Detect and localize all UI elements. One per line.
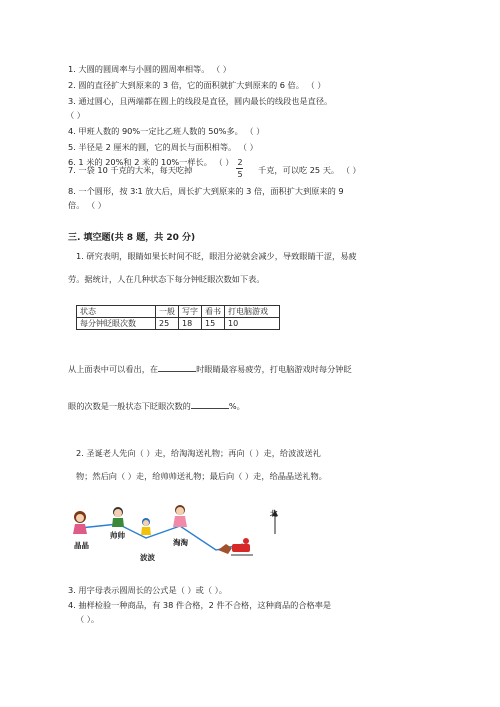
fill-q2-line2: 物；然后向（ ）走，给帅帅送礼物；最后向（ ）走，给晶晶送礼物。 — [76, 471, 327, 481]
bobo-figure — [141, 518, 151, 535]
label-north: 北 — [270, 509, 278, 518]
judge-q6: 6. 1 米的 20%和 2 米的 10%一样长。 （ ） — [68, 157, 234, 167]
fill-q2-line1: 2. 圣诞老人先向（ ）走，给淘淘送礼物；再向（ ）走，给波波送礼 — [76, 448, 321, 458]
fill-q1-line1: 1. 研究表明，眼睛如果长时间不眨，眼泪分泌就会减少，导致眼睛干涩，易疲 — [76, 251, 357, 261]
fill-q1-line3-prefix: 从上面表中可以看出，在 — [68, 364, 159, 374]
fill-q1-line2: 劳。据统计，人在几种状态下每分钟眨眼次数如下表。 — [68, 274, 265, 284]
judge-q3-line2: （ ） — [66, 110, 85, 120]
answer-blank[interactable] — [191, 408, 229, 409]
fraction-numerator: 2 — [237, 158, 243, 167]
jingjing-figure — [73, 511, 87, 534]
delivery-route-illustration — [68, 500, 298, 570]
judge-q7-prefix: 7. 一袋 10 千克的大米，每天吃掉 — [68, 165, 193, 175]
label-taotao: 淘淘 — [173, 538, 188, 547]
section-title: 三. 填空题(共 8 题，共 20 分) — [68, 233, 196, 243]
table-cell: 10 — [225, 318, 280, 330]
santa-sleigh-icon — [218, 538, 253, 555]
fill-q4-line2: （ ）。 — [76, 614, 100, 624]
route-line — [80, 524, 243, 550]
table-header-cell: 看书 — [202, 306, 225, 318]
fill-q1-line4 — [68, 401, 245, 412]
judge-q3-line1: 3. 通过圆心，且两端都在圆上的线段是直径，圆内最长的线段也是直径。 — [68, 96, 333, 106]
table-header-row — [77, 306, 280, 318]
fill-q1-line4-prefix: 眼的次数是一般状态下眨眼次数的 — [68, 401, 191, 411]
fill-q1-line4-suffix: %。 — [228, 401, 245, 411]
table-header-cell: 一般 — [156, 306, 179, 318]
table-row — [77, 318, 280, 330]
judge-q8-line1: 8. 一个圆形，按 3∶1 放大后，周长扩大到原来的 3 倍，面积扩大到原来的 9 — [68, 186, 344, 196]
judge-q7-suffix: 千克，可以吃 25 天。 （ ） — [258, 165, 361, 175]
fill-q1-line3 — [68, 364, 352, 375]
label-bobo: 波波 — [140, 553, 155, 562]
fill-q1-line3-suffix: 时眼睛最容易疲劳，打电脑游戏时每分钟眨 — [196, 364, 352, 374]
judge-q8-line2: 倍。 （ ） — [68, 200, 106, 210]
table-header-cell: 打电脑游戏 — [225, 306, 280, 318]
fraction-denominator: 5 — [237, 170, 243, 179]
judge-q2: 2. 圆的直径扩大到原来的 3 倍，它的面积就扩大到原来的 6 倍。 （ ） — [68, 80, 326, 90]
fraction-bar — [236, 168, 243, 169]
blink-rate-table — [76, 305, 280, 330]
table-cell: 每分钟眨眼次数 — [77, 318, 156, 330]
judge-q7-text — [68, 165, 192, 176]
answer-blank[interactable] — [158, 371, 196, 372]
table-cell: 25 — [156, 318, 179, 330]
table-header-cell: 写字 — [179, 306, 202, 318]
table-cell: 15 — [202, 318, 225, 330]
table-cell: 18 — [179, 318, 202, 330]
table-header-cell: 状态 — [77, 306, 156, 318]
taotao-figure — [173, 505, 187, 527]
judge-q1: 1. 大圆的圆周率与小圆的圆周率相等。 （ ） — [68, 64, 231, 74]
judge-q4: 4. 甲班人数的 90%一定比乙班人数的 50%多。 （ ） — [68, 126, 265, 136]
fill-q4-line1: 4. 抽样检验一种商品，有 38 件合格，2 件不合格，这种商品的合格率是 — [68, 600, 332, 610]
shuaishuai-figure — [112, 507, 124, 527]
label-jingjing: 晶晶 — [74, 541, 89, 550]
judge-q5: 5. 半径是 2 厘米的圆，它的周长与面积相等。 （ ） — [68, 142, 258, 152]
fill-q3: 3. 用字母表示圆周长的公式是（ ）或（ ）。 — [68, 585, 227, 595]
label-shuaishuai: 帅帅 — [110, 531, 125, 540]
